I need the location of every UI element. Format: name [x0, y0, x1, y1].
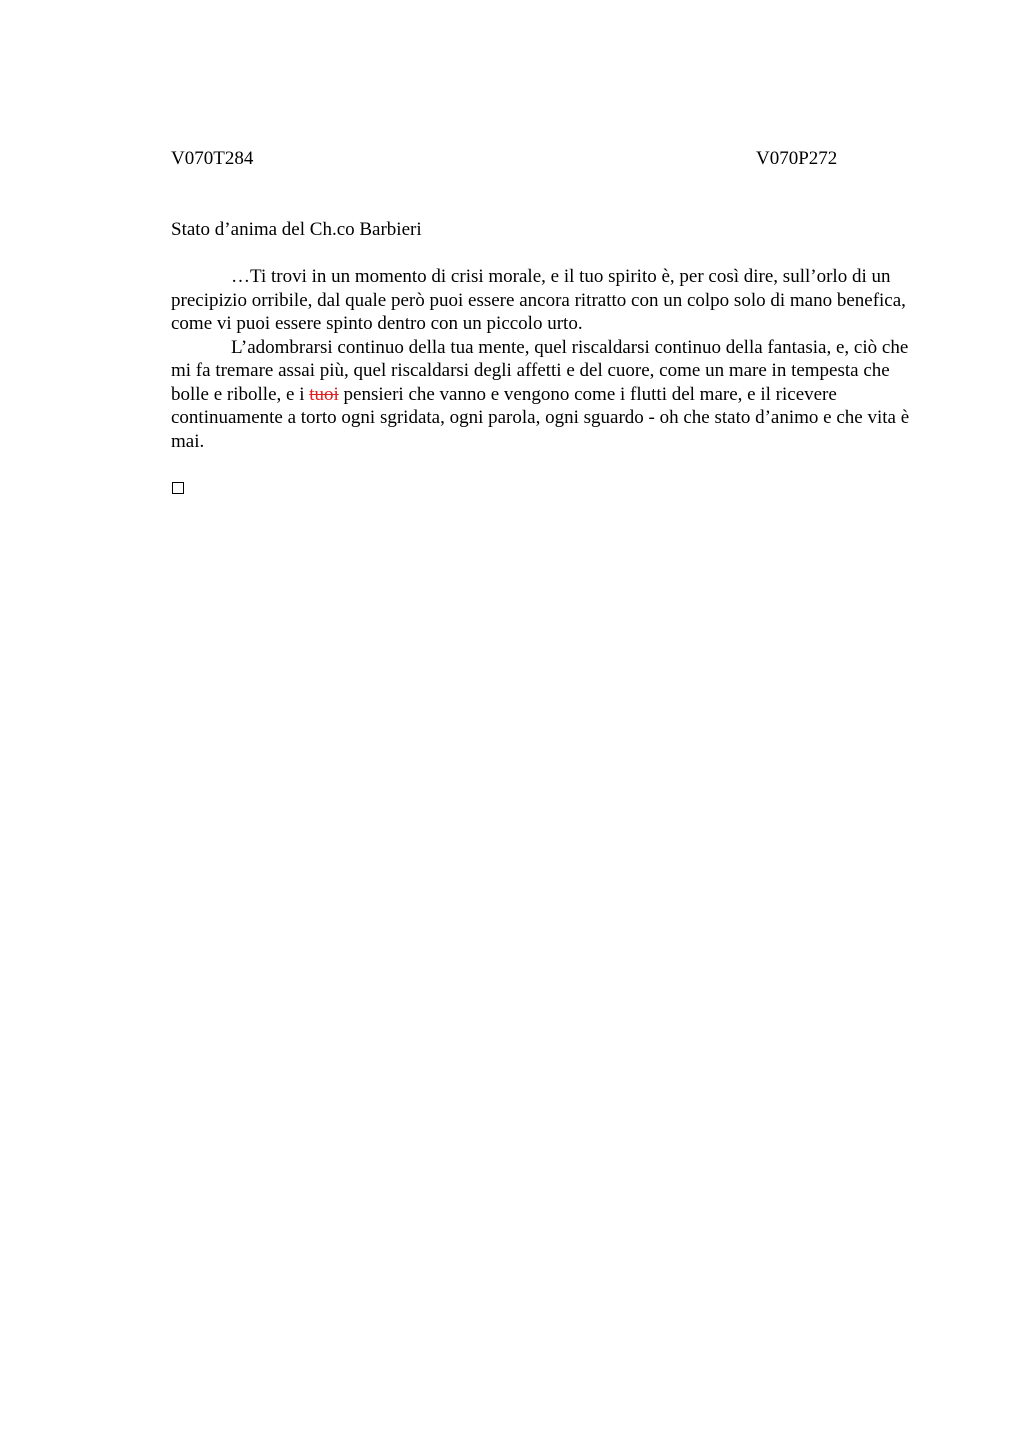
- paragraph-2-text-before: L’adombrarsi continuo della tua mente, quel riscaldarsi continuo della fantasia, e, ciò che mi fa tremare assai più, quel riscaldarsi degli affetti e del cuore, come un mare in tempesta che bolle e ribolle, e i: [171, 336, 909, 405]
- struck-word: tuoi: [309, 383, 339, 405]
- paragraph-1: …Ti trovi in un momento di crisi morale, e il tuo spirito è, per così dire, sull’orlo di un precipizio orribile, dal quale però puoi essere ancora ritratto con un colpo solo di mano benefica, come vi puoi essere spinto dentro con un piccolo urto.: [171, 266, 906, 334]
- header-left-code: V070T284: [171, 148, 254, 169]
- header-right-code: V070P272: [756, 148, 838, 169]
- document-body: [171, 265, 931, 453]
- empty-square-icon: [172, 482, 184, 494]
- paragraph-2: [171, 336, 931, 454]
- document-title: Stato d’anima del Ch.co Barbieri: [171, 219, 422, 240]
- paragraph-2-text-after: pensieri che vanno e vengono come i flutti del mare, e il ricevere continuamente a torto ogni sgridata, ogni parola, ogni sguardo - oh che stato d’animo e che vita è mai.: [171, 383, 910, 452]
